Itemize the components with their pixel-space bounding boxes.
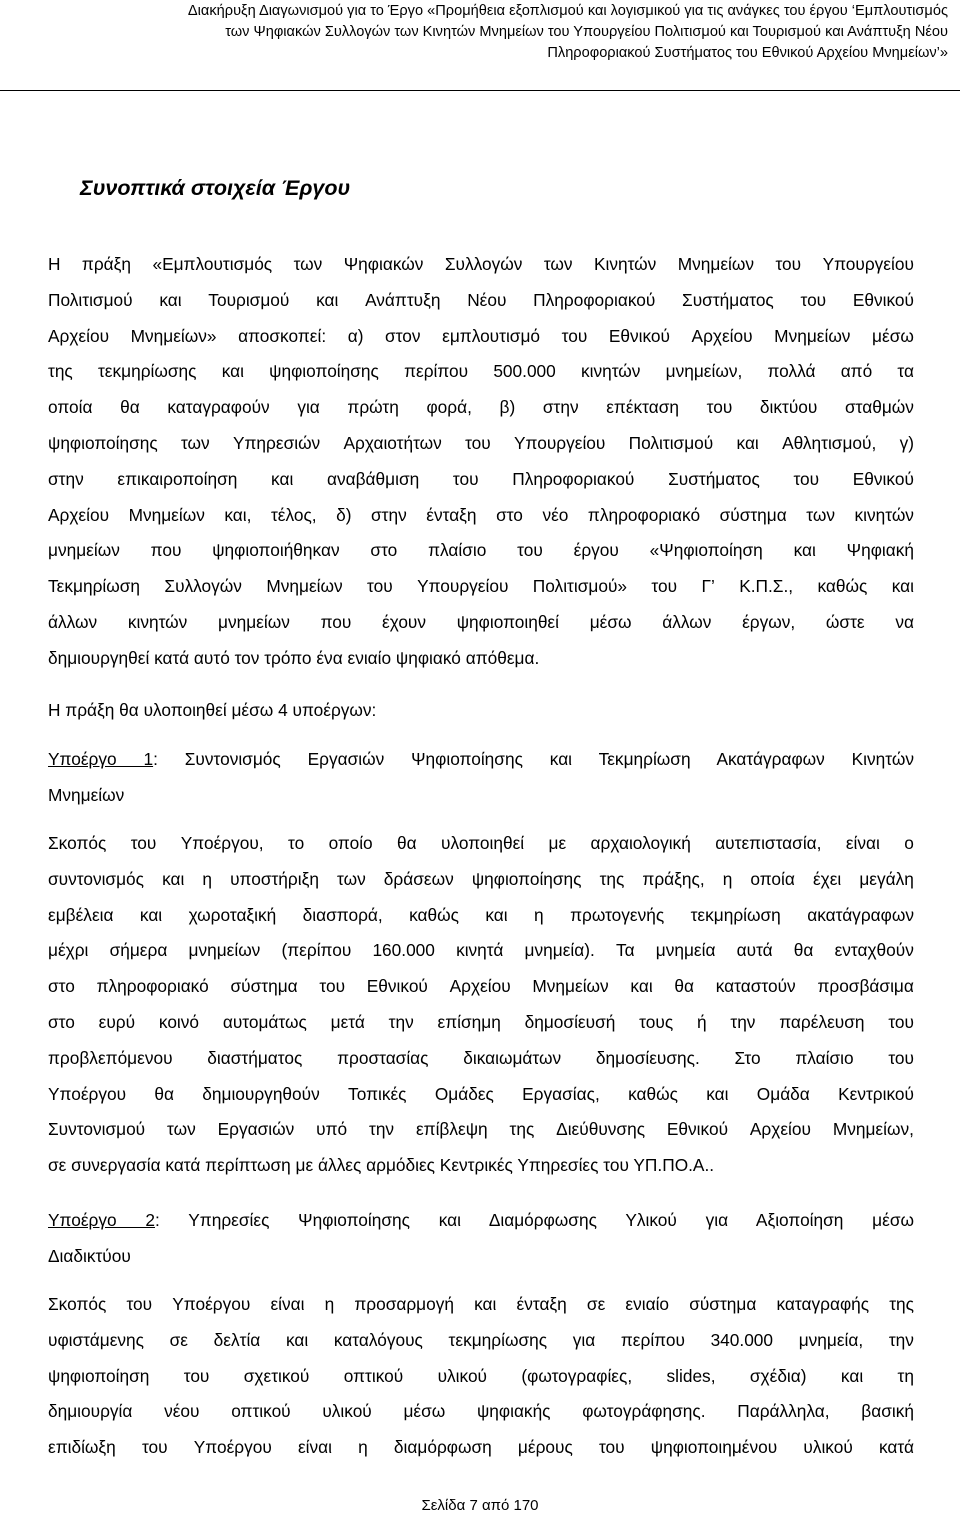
text-line: Τεκμηρίωση Συλλογών Μνημείων του Υπουργείου Πολιτισμού» του Γ’ Κ.Π.Σ., καθώς και [48, 576, 914, 597]
intro-paragraph [48, 247, 914, 677]
text-line: της τεκμηρίωσης και ψηφιοποίησης περίπου 500.000 κινητών μνημείων, πολλά από τα [48, 361, 914, 382]
subproject-1-label: Υποέργο 1 [48, 749, 154, 769]
text-line: δημιουργία νέου οπτικού υλικού μέσω ψηφιακής φωτογράφησης. Παράλληλα, βασική [48, 1401, 914, 1422]
text-line: Σκοπός του Υποέργου είναι η προσαρμογή και ένταξη σε ενιαίο σύστημα καταγραφής της [48, 1294, 914, 1314]
subproject-1-title-text: : Συντονισμός Εργασιών Ψηφιοποίησης και Τεκμηρίωση Ακατάγραφων Κινητών [153, 749, 914, 769]
text-line: μνημείων που ψηφιοποιήθηκαν στο πλαίσιο του έργου «Ψηφιοποίηση και Ψηφιακή [48, 540, 914, 561]
text-line: Πολιτισμού και Τουρισμού και Ανάπτυξη Νέου Πληροφοριακού Συστήματος του Εθνικού [48, 289, 914, 310]
subproject-1-title-line-2: Μνημείων [48, 784, 125, 805]
text-line: μέχρι σήμερα μνημείων (περίπου 160.000 κινητά μνημεία). Τα μνημεία αυτά θα ενταχθούν [48, 940, 914, 961]
text-line: ψηφιοποίηση του σχετικού οπτικού υλικού (φωτογραφίες, slides, σχέδια) και τη [48, 1365, 914, 1386]
subprojects-intro-text: Η πράξη θα υλοποιηθεί μέσω 4 υποέργων: [48, 700, 377, 720]
header-line-3: Πληροφοριακού Συστήματος του Εθνικού Αρχείου Μνημείων’» [547, 45, 948, 61]
text-line: Αρχείου Μνημείων και, τέλος, δ) στην ένταξη στο νέο πληροφοριακό σύστημα των κινητών [48, 504, 914, 525]
subproject-2-title-text: : Υπηρεσίες Ψηφιοποίησης και Διαμόρφωσης Υλικού για Αξιοποίηση μέσω [155, 1210, 915, 1230]
subproject-2-heading [48, 1203, 914, 1275]
header-line-1: Διακήρυξη Διαγωνισμού για το Έργο «Προμήθεια εξοπλισμού και λογισμικού για τις ανάγκες του έργου ‘Εμπλουτισμός [187, 3, 948, 19]
text-line: προβλεπόμενου διαστήματος προστασίας δικαιωμάτων δημοσίευσης. Στο πλαίσιο του [48, 1047, 914, 1068]
text-line: εμβέλεια και χωροταξική διασπορά, καθώς και η πρωτογενής τεκμηρίωση ακατάγραφων [48, 904, 914, 925]
text-line: στο πληροφοριακό σύστημα του Εθνικού Αρχείου Μνημείων και θα καταστούν προσβάσιμα [48, 976, 914, 997]
subproject-2-title-line-2: Διαδικτύου [48, 1245, 131, 1266]
section-title: Συνοπτικά στοιχεία Έργου [80, 176, 351, 200]
text-line: ψηφιοποίησης των Υπηρεσιών Αρχαιοτήτων του Υπουργείου Πολιτισμού και Αθλητισμού, γ) [48, 432, 914, 453]
subproject-1-body [48, 826, 914, 1184]
subproject-2-label: Υποέργο 2 [48, 1210, 155, 1230]
text-line: Υποέργου θα δημιουργηθούν Τοπικές Ομάδες Εργασίας, καθώς και Ομάδα Κεντρικού [48, 1083, 914, 1104]
text-line: στο ευρύ κοινό αυτομάτως μετά την επίσημη δημοσίευσή τους ή την παρέλευση του [48, 1011, 914, 1032]
subproject-2-title-line-1 [48, 1203, 914, 1239]
text-line: δημιουργηθεί κατά αυτό τον τρόπο ένα ενιαίο ψηφιακό απόθεμα. [48, 647, 540, 668]
text-line: οποία θα καταγραφούν για πρώτη φορά, β) στην επέκταση του δικτύου σταθμών [48, 397, 914, 418]
text-line: συντονισμός και η υποστήριξη των δράσεων ψηφιοποίησης της πράξης, η οποία έχει μεγάλη [48, 868, 914, 889]
subprojects-intro [48, 693, 914, 729]
header-line-2: των Ψηφιακών Συλλογών των Κινητών Μνημείων του Υπουργείου Πολιτισμού και Τουρισμού και Ανάπτυξη Νέου [225, 24, 948, 40]
text-line: άλλων κινητών μνημείων που έχουν ψηφιοποιηθεί μέσω άλλων έργων, ώστε να [48, 611, 914, 632]
page-footer [0, 1497, 960, 1515]
page-header [0, 0, 960, 91]
text-line: υφιστάμενης σε δελτία και καταλόγους τεκμηρίωσης για περίπου 340.000 μνημεία, την [48, 1329, 914, 1350]
text-line: Η πράξη «Εμπλουτισμός των Ψηφιακών Συλλογών των Κινητών Μνημείων του Υπουργείου [48, 254, 914, 274]
text-line: Αρχείου Μνημείων» αποσκοπεί: α) στον εμπλουτισμό του Εθνικού Αρχείου Μνημείων μέσω [48, 325, 914, 346]
subproject-1-heading [48, 742, 914, 814]
text-line: Συντονισμού των Εργασιών υπό την επίβλεψη της Διεύθυνσης Εθνικού Αρχείου Μνημείων, [48, 1119, 914, 1140]
text-line: στην επικαιροποίηση και αναβάθμιση του Πληροφοριακού Συστήματος του Εθνικού [48, 468, 914, 489]
text-line: Σκοπός του Υποέργου, το οποίο θα υλοποιηθεί με αρχαιολογική αυτεπιστασία, είναι ο [48, 833, 914, 853]
text-line: επιδίωξη του Υποέργου είναι η διαμόρφωση μέρους του ψηφιοποιημένου υλικού κατά [48, 1437, 914, 1458]
subproject-2-body [48, 1287, 914, 1466]
page-number: Σελίδα 7 από 170 [421, 1497, 539, 1514]
subproject-1-title-line-1 [48, 742, 914, 778]
text-line: σε συνεργασία κατά περίπτωση με άλλες αρμόδιες Κεντρικές Υπηρεσίες του ΥΠ.ΠΟ.Α.. [48, 1155, 715, 1176]
